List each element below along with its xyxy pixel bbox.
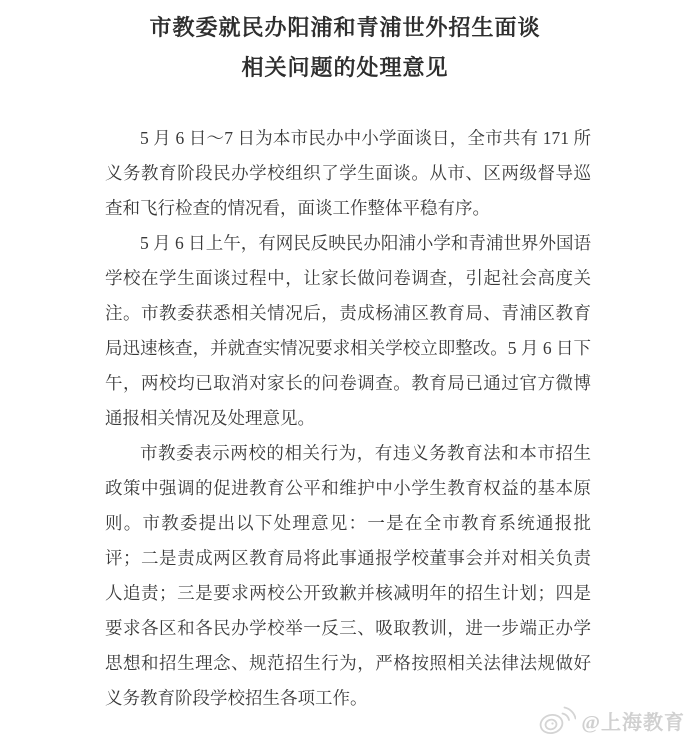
watermark-handle: @上海教育 (581, 711, 685, 734)
document-title-line1: 市教委就民办阳浦和青浦世外招生面谈 (149, 15, 541, 40)
document-title-line2: 相关问题的处理意见 (241, 55, 449, 80)
document-body (105, 121, 591, 716)
paragraph-3: 市教委表示两校的相关行为，有违义务教育法和本市招生政策中强调的促进教育公平和维护中小学生教育权益的基本原则。市教委提出以下处理意见：一是在全市教育系统通报批评；二是责成两区教育局将此事通报学校董事会并对相关负责人追责；三是要求两校公开致歉并核减明年的招生计划；四是要求各区和各民办学校举一反三、吸取教训，进一步端正办学思想和招生理念、规范招生行为，严格按照相关法律法规做好义务教育阶段学校招生各项工作。 (105, 443, 591, 708)
weibo-logo-icon (538, 703, 576, 737)
paragraph-1: 5 月 6 日～7 日为本市民办中小学面谈日，全市共有 171 所义务教育阶段民办学校组织了学生面谈。从市、区两级督导巡查和飞行检查的情况看，面谈工作整体平稳有序。 (105, 128, 591, 218)
paragraph-2: 5 月 6 日上午，有网民反映民办阳浦小学和青浦世界外国语学校在学生面谈过程中，让家长做问卷调查，引起社会高度关注。市教委获悉相关情况后，责成杨浦区教育局、青浦区教育局迅速核查，并就查实情况要求相关学校立即整改。5 月 6 日下午，两校均已取消对家长的问卷调查。教育局已通过官方微博通报相关情况及处理意见。 (105, 233, 591, 428)
document-title (0, 8, 690, 88)
watermark (538, 703, 685, 737)
